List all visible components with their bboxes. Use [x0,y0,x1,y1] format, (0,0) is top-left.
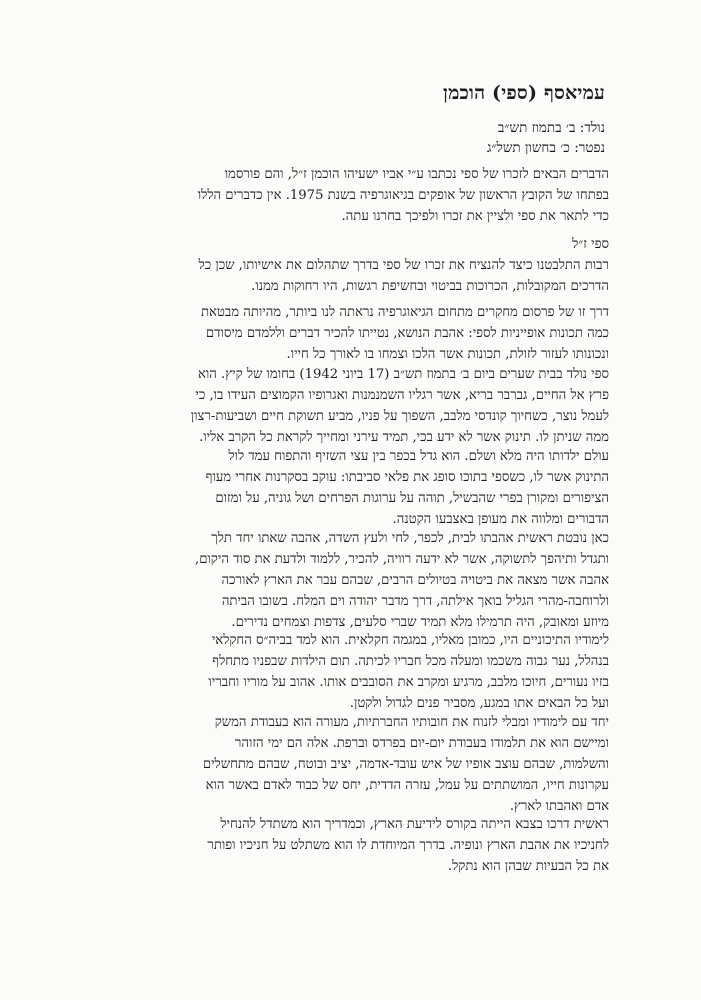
text-line: הדרכים המקובלות, הכרוכות בביטוי ובחשיפת רגשות, היו רחוקות ממנו. [251,279,609,294]
paragraph-studies [74,630,609,714]
paragraph-love-of-land [74,528,609,633]
text-line: ספי נולד בבית שערים ביום ב׳ בתמוז תש״ב (17 ביוני 1942) בחומו של קיץ. הוא [197,367,609,382]
text-line: ועל כל הבאים אתו במגע, מסביר פנים לגדול ולקטן. [349,696,609,711]
text-line: ממה שניתן לו. תינוק אשר לא ידע בכי, תמיד עירני ומחייך לקראת כל הקרב אליו. [199,430,609,445]
text-line: אהבה אשר מצאה את ביטויה בטיולים הרבים, שבהם עבר את הארץ לאורכה [221,573,609,588]
text-line: התינוק אשר לו, כשספי בתוכו סופג את פלאי סביבתו: עוקב בסקרנות אחרי מעוף [205,470,609,485]
text-line: בזיו נעורים, חיוכו מלבב, מרגיע ומקרב את הסובבים אותו. אהוב על מוריו וחבריו [208,675,609,690]
text-line: לעמל נוצר, כשחיוך קונדסי מלבב, השפוך על פניו, מביע תשוקת חיים ושביעות-רצון [190,409,609,424]
text-line: פרץ אל החיים, גברבר בריא, אשר רגליו השמנמנות ואגרופיו הקמוצים העידו בו, כי [195,388,609,403]
text-line: הציפורים ומקורן בפרי שהבשיל, תוהה על ערוגות הפרחים ושל גוניה, על ומזום [215,491,609,506]
text-line: את כל הבעיות שבהן הוא נתקל. [447,859,609,874]
text-line: בנהלל, נער גבוה משכמו ומעלה מכל חבריו לכיתה. תום הילדות שבפניו מתחלף [212,654,609,669]
text-line: הדבורים ומלווה את מעופן באצבעו הקטנה. [392,512,609,527]
text-line: ראשית דרכו בצבא הייתה בקורס לידיעת הארץ, וכמדריך הוא משתדל להנחיל [220,817,609,832]
text-line: ותגדל ותיהפך לתשוקה, אשר לא ידעה רוויה, להכיר, ללמוד ולדעת את סוד היקום, [195,552,609,567]
text-line: כדי לתאר את ספי ולציין את זכרו ולפיכך בחרנו עתה. [341,209,609,224]
text-line: ונכונותו לעזור לזולת, תכונות אשר הלכו וצמחו בו לאורך כל חייו. [286,347,609,362]
text-line: כמה תכונות אופייניות לספי: אהבת הנושא, נטייתו להכיר דברים וללמדם מיסודם [205,326,609,341]
text-line: אדם ואהבתו לארץ. [509,799,609,814]
text-line: לחניכיו את אהבת הארץ ונופיה. בדרך המיוחדת לו הוא משתלט על חניכיו ופותר [207,838,609,853]
text-line: מיוזע ומאובק, היה תרמילו מלא תמיד שברי סלעים, צדפות וצמחים נדירים. [231,615,609,630]
death-date: נפטר: כ׳ בחשון תשל״ג [486,140,605,156]
text-line: בפתחו של הקובץ הראשון של אופקים בגיאוגרפיה בשנת 1975. אין כדברים הללו [197,188,609,203]
document-title: עמיאסף (ספי) הוכמן [443,82,605,104]
text-line: כאן נובטת ראשית אהבתו לבית, לכפר, לחי ולעץ השדה, אהבה שאתו יחד תלך [211,531,609,546]
paragraph-intro [74,164,609,227]
text-line: רבות התלבטנו כיצד להנציח את זכרו של ספי בדרך שתהלום את אישיותו, שכן כל [198,258,609,273]
paragraph-memorial [74,234,609,297]
life-dates [487,118,605,158]
paragraph-army [74,814,609,877]
text-line: עקרונות חייו, המושתתים על עמל, עזרה הדדית, יחס של כבוד לאדם באשר הוא [205,778,609,793]
text-line: יחד עם לימודיו ומבלי לזנוח את חובותיו החברתיות, מעורה הוא בעבודת המשק [214,715,609,730]
text-line: והשלמות, שבהם עוצב אופיו של איש עובד-אדמה, יציב ובוטח, שבהם מתחשלים [202,757,609,772]
text-line: הדברים הבאים לזכרו של ספי נכתבו ע״י אביו ישעיהו הוכמן ז״ל, והם פורסמו [224,167,609,182]
paragraph-birth [74,364,609,448]
text-line: ספי ז״ל [572,237,609,252]
text-line: לימודיו התיכוניים היו, כמובן מאליו, במגמה חקלאית. הוא למד בביה״ס החקלאי [211,633,609,648]
text-line: ולרוחבה-מהרי הגליל בואך אילתה, דרך מדבר יהודה וים המלח. בשובו הביתה [221,594,609,609]
paragraph-geography [74,302,609,365]
paragraph-childhood [74,446,609,530]
text-line: דרך זו של פרסום מחקרים מתחום הגיאוגרפיה נראתה לנו ביותר, מהיותה מבטאת [200,305,609,320]
text-line: עולם ילדותו היה מלא ושלם. הוא גדל בכפר בין עצי השזיף והתפוח עמד לול [228,449,609,464]
paragraph-farm-work [74,712,609,817]
text-line: ומיישם הוא את תלמודו בעבודת יום-יום בפרדס וברפת. אלה הם ימי הזוהר [234,736,609,751]
birth-date: נולד: ב׳ בתמוז תש״ב [497,120,605,136]
